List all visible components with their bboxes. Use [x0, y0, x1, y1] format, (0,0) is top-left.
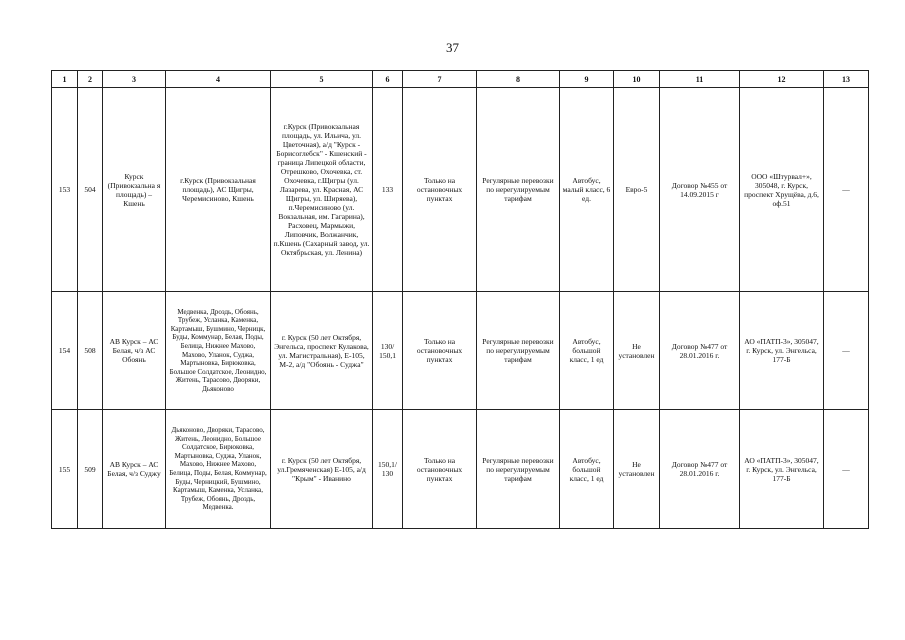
table-row	[52, 410, 869, 529]
route-length: 133	[373, 88, 403, 292]
table-body	[52, 88, 869, 529]
contract-info: Договор №455 от 14.09.2015 г	[660, 88, 740, 292]
boarding-procedure: Только на остановочных пунктах	[403, 410, 477, 529]
route-length: 150,1/ 130	[373, 410, 403, 529]
route-index: 154	[52, 292, 78, 410]
carrier-info: ООО «Штурвал+», 305048, г. Курск, проспект Хрущёва, д.6, оф.51	[740, 88, 824, 292]
carrier-info: АО «ПАТП-3», 305047, г. Курск, ул. Энгельса, 177-Б	[740, 292, 824, 410]
routes-table	[51, 70, 869, 529]
eco-class: Не установлен	[614, 410, 660, 529]
header-cell-10: 10	[614, 71, 660, 88]
boarding-procedure: Только на остановочных пунктах	[403, 88, 477, 292]
extra-info: —	[824, 88, 869, 292]
table-row	[52, 292, 869, 410]
header-cell-4: 4	[166, 71, 271, 88]
vehicle-info: Автобус, малый класс, 6 ед.	[560, 88, 614, 292]
header-cell-11: 11	[660, 71, 740, 88]
header-row	[52, 71, 869, 88]
transport-type: Регулярные перевозки по нерегулируемым тарифам	[477, 410, 560, 529]
route-number: 504	[78, 88, 103, 292]
route-stops: г.Курск (Привокзальная площадь), АС Щигры, Черемисиново, Кшень	[166, 88, 271, 292]
table-header	[52, 71, 869, 88]
boarding-procedure: Только на остановочных пунктах	[403, 292, 477, 410]
route-number: 508	[78, 292, 103, 410]
header-cell-7: 7	[403, 71, 477, 88]
eco-class: Евро-5	[614, 88, 660, 292]
page-number: 37	[446, 40, 459, 55]
header-cell-1: 1	[52, 71, 78, 88]
header-cell-2: 2	[78, 71, 103, 88]
transport-type: Регулярные перевозки по нерегулируемым тарифам	[477, 292, 560, 410]
header-cell-8: 8	[477, 71, 560, 88]
eco-class: Не установлен	[614, 292, 660, 410]
route-streets: г.Курск (Привокзальная площадь, ул. Ильича, ул. Цветочная), а/д "Курск - Борисоглебск" - Кшенский - граница Липецкой области, Отрешково, Охочевка, ст. Охочевка, г.Щигры (ул. Лазарева, ул. Красная, АС Щигры, ул. Ширяева), п.Черемисиново (ул. Вокзальная, им. Гагарина), Расховец, Мармыжи, Липовчик, Волжанчик, п.Кшень (Сахарный завод, ул. Октябрьская, ул. Ленина)	[271, 88, 373, 292]
route-name: АВ Курск – АС Белая, ч/з АС Обоянь	[103, 292, 166, 410]
table-row	[52, 88, 869, 292]
contract-info: Договор №477 от 28.01.2016 г.	[660, 292, 740, 410]
vehicle-info: Автобус, большой класс, 1 ед	[560, 410, 614, 529]
route-name: АВ Курск – АС Белая, ч/з Суджу	[103, 410, 166, 529]
extra-info: —	[824, 410, 869, 529]
route-stops: Дьяконово, Дворяки, Тарасово, Житень, Леонидно, Большое Солдатское, Бирюковка, Мартыновка, Суджа, Уланок, Махово, Нижнее Махово, Белица, Поды, Белая, Коммунар, Буды, Черницкий, Бушмино, Картамыш, Каменка, Усланка, Трубеж, Обоянь, Дроздь, Медвенка.	[166, 410, 271, 529]
header-cell-3: 3	[103, 71, 166, 88]
route-name: Курск (Привокзальна я площадь) – Кшень	[103, 88, 166, 292]
header-cell-6: 6	[373, 71, 403, 88]
vehicle-info: Автобус, большой класс, 1 ед	[560, 292, 614, 410]
header-cell-9: 9	[560, 71, 614, 88]
header-cell-13: 13	[824, 71, 869, 88]
route-streets: г. Курск (50 лет Октября, Энгельса, проспект Кулакова, ул. Магистральная), Е-105, М-2, а/д "Обоянь - Суджа"	[271, 292, 373, 410]
route-index: 153	[52, 88, 78, 292]
route-streets: г. Курск (50 лет Октября, ул.Гремяченская) Е-105, а/д "Крым" - Иванино	[271, 410, 373, 529]
header-cell-12: 12	[740, 71, 824, 88]
header-cell-5: 5	[271, 71, 373, 88]
route-stops: Медвенка, Дроздь, Обоянь, Трубеж, Усланка, Каменка, Картамыш, Бушмино, Черницк, Буды, Коммунар, Белая, Поды, Белица, Нижнее Махово, Махово, Уланок, Суджа, Мартыновка, Бирюковка, Большое Солдатское, Леонидно, Житень, Тарасово, Дворяки, Дьяконово	[166, 292, 271, 410]
contract-info: Договор №477 от 28.01.2016 г.	[660, 410, 740, 529]
route-index: 155	[52, 410, 78, 529]
route-number: 509	[78, 410, 103, 529]
transport-type: Регулярные перевозки по нерегулируемым тарифам	[477, 88, 560, 292]
carrier-info: АО «ПАТП-3», 305047, г. Курск, ул. Энгельса, 177-Б	[740, 410, 824, 529]
route-length: 130/ 150,1	[373, 292, 403, 410]
extra-info: —	[824, 292, 869, 410]
